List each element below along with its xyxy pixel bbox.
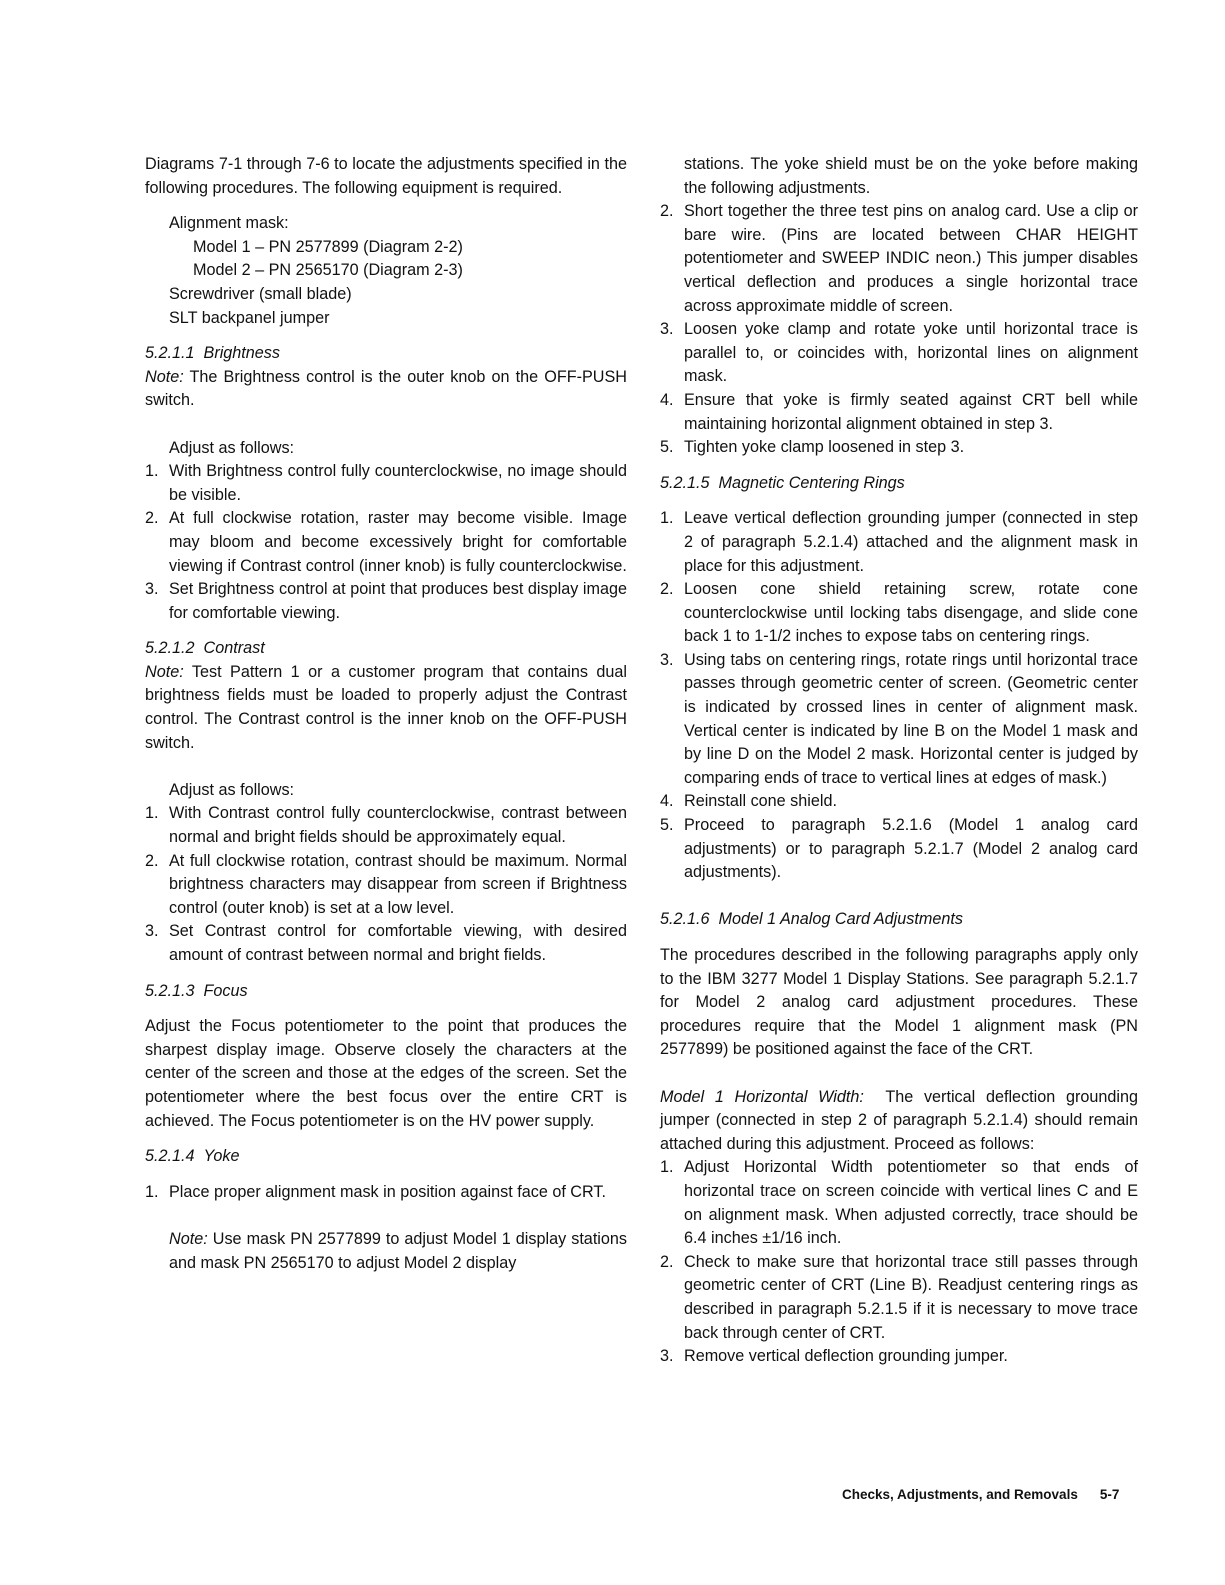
page-number: 5-7 [1099,1487,1120,1502]
list-item: 5. Tighten yoke clamp loosened in step 3. [660,438,965,457]
section-heading-model1: 5.2.1.6 Model 1 Analog Card Adjustments [660,910,963,929]
model1-paragraph: The procedures described in the following paragraphs apply only to the IBM 3277 Model 1 Display Stations. See paragraph 5.2.1.7 for Model 2 analog card adjustment procedures. These procedures require that the Model 1 alignment mask (PN 2577899) be positioned against the face of the CRT. [660,946,1138,1059]
list-item: 1. Adjust Horizontal Width potentiometer so that ends of horizontal trace on screen coincide with vertical lines C and E on alignment mask. When adjusted correctly, trace should be 6.4 inches ±1/16 inch. [660,1158,1138,1248]
focus-paragraph: Adjust the Focus potentiometer to the point that produces the sharpest display image. Observe closely the characters at the center of the screen and those at the edges of the screen. Set the potentiometer where the best focus over the entire CRT is achieved. The Focus potentiometer is on the HV power supply. [145,1017,627,1130]
yoke-steps-left [145,1181,627,1205]
magnetic-steps [660,507,1138,885]
yoke-steps-right [660,200,1138,460]
list-item: 2. Check to make sure that horizontal trace still passes through geometric center of CRT (Line B). Readjust centering rings as described in paragraph 5.2.1.5 if it is necessary to move trace back through center of CRT. [660,1252,1138,1342]
contrast-steps [145,802,627,967]
brightness-adjust-label: Adjust as follows: [169,438,295,457]
left-column [145,153,627,1275]
model1-horizontal-width: Model 1 Horizontal Width: The vertical deflection grounding jumper (connected in step 2 of paragraph 5.2.1.4) should remain attached during this adjustment. Proceed as follows: [660,1087,1138,1153]
intro-paragraph: Diagrams 7-1 through 7-6 to locate the adjustments specified in the following procedures. The following equipment is required. [145,155,627,197]
section-heading-brightness: 5.2.1.1 Brightness [145,344,280,363]
equipment-jumper: SLT backpanel jumper [169,308,330,327]
section-heading-yoke: 5.2.1.4 Yoke [145,1147,240,1166]
list-item: 2. Loosen cone shield retaining screw, rotate cone counterclockwise until locking tabs disengage, and slide cone back 1 to 1-1/2 inches to expose tabs on centering rings. [660,580,1138,646]
list-item: 3. Loosen yoke clamp and rotate yoke until horizontal trace is parallel to, or coincides with, horizontal lines on alignment mask. [660,320,1138,386]
equipment-alignment-mask: Alignment mask: [169,214,289,233]
list-item: 2. At full clockwise rotation, raster may become visible. Image may bloom and become excessively bright for comfortable viewing if Contrast control (inner knob) is fully counterclockwise. [145,509,627,575]
list-item: 2. Short together the three test pins on analog card. Use a clip or bare wire. (Pins are located between CHAR HEIGHT potentiometer and SWEEP INDIC neon.) This jumper disables vertical deflection and produces a single horizontal trace across approximate middle of screen. [660,202,1138,315]
list-item: 1. Leave vertical deflection grounding jumper (connected in step 2 of paragraph 5.2.1.4) attached and the alignment mask in place for this adjustment. [660,509,1138,575]
footer-title: Checks, Adjustments, and Removals [842,1487,1078,1502]
list-item: 3. Remove vertical deflection grounding jumper. [660,1347,1008,1366]
model1-steps [660,1156,1138,1368]
list-item: 3. Set Brightness control at point that produces best display image for comfortable viewing. [145,580,627,622]
equipment-screwdriver: Screwdriver (small blade) [169,284,352,303]
yoke-note-continued: stations. The yoke shield must be on the yoke before making the following adjustments. [684,155,1138,197]
contrast-note: Note: Test Pattern 1 or a customer program that contains dual brightness fields must be loaded to properly adjust the Contrast control. The Contrast control is the inner knob on the OFF-PUSH switch. [145,662,627,752]
list-item: 1. Place proper alignment mask in position against face of CRT. [145,1182,606,1201]
list-item: 3. Set Contrast control for comfortable viewing, with desired amount of contrast between normal and bright fields. [145,922,627,964]
equipment-model1: Model 1 – PN 2577899 (Diagram 2-2) [193,237,463,256]
list-item: 2. At full clockwise rotation, contrast should be maximum. Normal brightness characters may disappear from screen if Brightness control (outer knob) is set at a low level. [145,851,627,917]
right-column [660,153,1138,1369]
section-heading-contrast: 5.2.1.2 Contrast [145,639,265,658]
brightness-note: Note: The Brightness control is the outer knob on the OFF-PUSH switch. [145,367,627,410]
list-item: 5. Proceed to paragraph 5.2.1.6 (Model 1 analog card adjustments) or to paragraph 5.2.1.7 (Model 2 analog card adjustments). [660,816,1138,882]
list-item: 1. With Contrast control fully counterclockwise, contrast between normal and bright fields should be approximately equal. [145,804,627,847]
contrast-adjust-label: Adjust as follows: [169,780,295,799]
list-item: 3. Using tabs on centering rings, rotate rings until horizontal trace passes through geometric center of screen. (Geometric center is indicated by crossed lines in center of alignment mask. Vertical center is indicated by line B on the Model 1 mask and by line D on the Model 2 mask. Horizontal center is judged by comparing ends of trace to vertical lines at edges of mask.) [660,650,1138,787]
yoke-note: Note: Use mask PN 2577899 to adjust Model 1 display stations and mask PN 2565170 to adjust Model 2 display [169,1229,628,1272]
list-item: 4. Ensure that yoke is firmly seated against CRT bell while maintaining horizontal alignment obtained in step 3. [660,390,1138,433]
list-item: 1. With Brightness control fully counterclockwise, no image should be visible. [145,462,627,504]
page-footer [842,1487,1119,1502]
section-heading-magnetic: 5.2.1.5 Magnetic Centering Rings [660,473,905,492]
section-heading-focus: 5.2.1.3 Focus [145,981,248,1000]
list-item: 4. Reinstall cone shield. [660,792,837,811]
equipment-model2: Model 2 – PN 2565170 (Diagram 2-3) [193,261,463,280]
brightness-steps [145,460,627,625]
